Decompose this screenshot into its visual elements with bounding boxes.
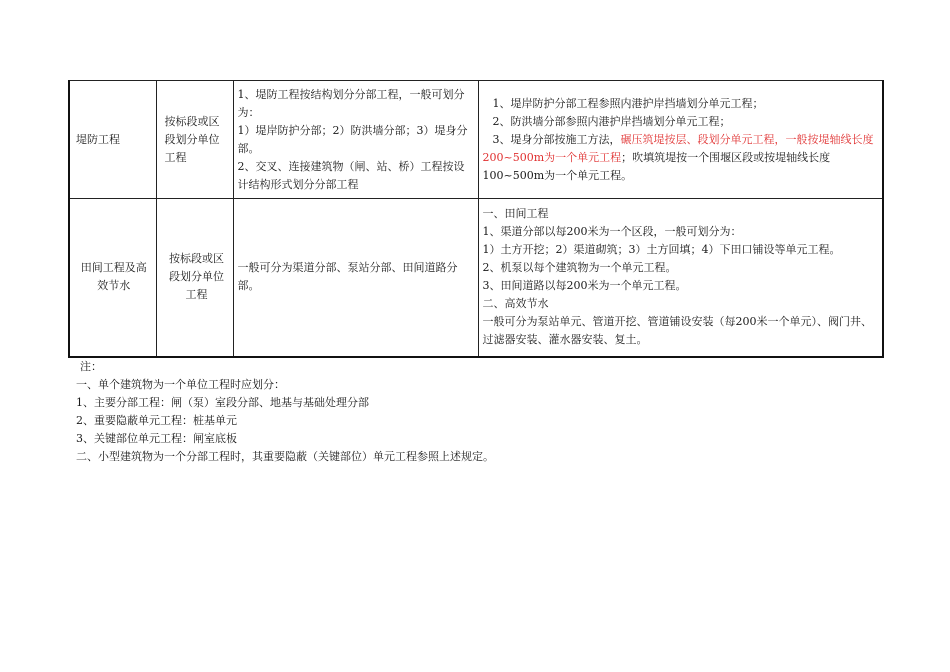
note-line: 2、重要隐蔽单元工程：桩基单元 [76, 414, 237, 427]
table-row [69, 199, 883, 357]
unit-element-line: 二、高效节水 [482, 297, 549, 311]
note-line: 二、小型建筑物为一个分部工程时，其重要隐蔽（关键部位）单元工程参照上述规定。 [76, 450, 494, 463]
sub-division-line: 1）堤岸防护分部；2）防洪墙分部；3）堤身分部。 [237, 123, 468, 155]
sub-division-line: 2、交叉、连接建筑物（闸、站、桥）工程按设计结构形式划分分部工程 [237, 159, 465, 191]
unit-division-cell [156, 199, 233, 357]
unit-division-text: 按标段或区段划分单位工程 [164, 114, 220, 164]
sub-division-cell [233, 81, 478, 199]
sub-division-text: 一般可分为渠道分部、泵站分部、田间道路分部。 [237, 261, 458, 293]
notes-section [76, 358, 494, 466]
unit-element-line: 1、堤岸防护分部工程参照内港护岸挡墙划分单元工程； [492, 96, 764, 110]
unit-element-prefix: 3、堤身分部按施工方法， [492, 132, 621, 146]
unit-division-text: 按标段或区段划分单位工程 [169, 252, 224, 302]
project-cell [69, 199, 156, 357]
sub-division-line: 1、堤防工程按结构划分分部工程，一般可划分为： [237, 87, 465, 119]
division-table [68, 80, 884, 358]
table-row [69, 81, 883, 199]
unit-element-line: 3、田间道路以每200米为一个单元工程。 [482, 279, 687, 293]
unit-element-suffix: ；吹填筑堤按一个围堰区段或按堤轴线长度100~500m为一个单元工程。 [482, 150, 831, 182]
sub-division-cell [233, 199, 478, 357]
notes-title: 注： [80, 360, 102, 373]
project-name: 堤防工程 [76, 132, 120, 146]
note-line: 一、单个建筑物为一个单位工程时应划分： [76, 378, 285, 391]
unit-element-cell [478, 81, 883, 199]
project-name: 田间工程及高效节水 [80, 261, 147, 293]
unit-element-line: 1）土方开挖；2）渠道砌筑；3）土方回填；4）下田口铺设等单元工程。 [482, 243, 841, 257]
unit-division-cell [156, 81, 233, 199]
project-cell [69, 81, 156, 199]
note-line: 3、关键部位单元工程：闸室底板 [76, 432, 237, 445]
unit-element-line: 2、机泵以每个建筑物为一个单元工程。 [482, 261, 677, 275]
highlighted-text: 碾压筑堤按层、段划分单元工程，一般按堤轴线长度200~500m为一个单元工程 [482, 132, 874, 164]
unit-element-cell [478, 199, 883, 357]
unit-element-line: 一、田间工程 [482, 207, 549, 221]
unit-element-line [483, 131, 879, 185]
unit-element-line: 2、防洪墙分部参照内港护岸挡墙划分单元工程； [492, 114, 731, 128]
note-line: 1、主要分部工程：闸（泵）室段分部、地基与基础处理分部 [76, 396, 369, 409]
unit-element-line: 一般可分为泵站单元、管道开挖、管道铺设安装（每200米一个单元）、阀门井、过滤器安装、灌水器安装、复土。 [482, 315, 872, 347]
unit-element-line: 1、渠道分部以每200米为一个区段，一般可划分为： [482, 225, 742, 239]
